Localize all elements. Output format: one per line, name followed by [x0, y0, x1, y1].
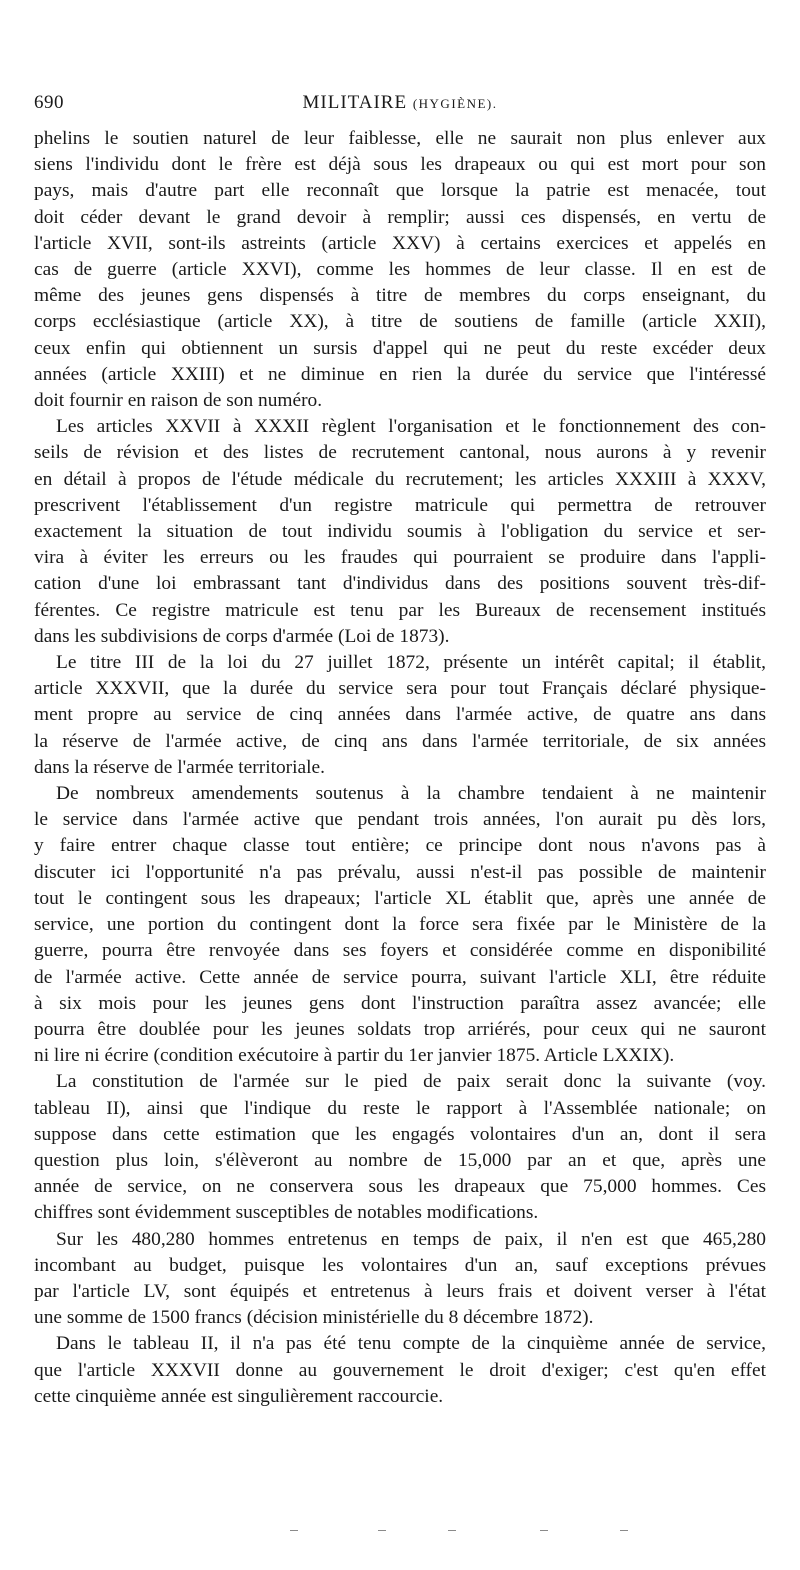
text-line: service, une portion du contingent dont la force sera fixée par le Ministère de la	[34, 914, 766, 936]
text-line: férentes. Ce registre matricule est tenu par les Bureaux de recensement institués	[34, 599, 766, 621]
text-line: Sur les 480,280 hommes entretenus en temps de paix, il n'en est que 465,280	[56, 1228, 766, 1250]
text-line: même des jeunes gens dispensés à titre de membres du corps enseignant, du	[34, 285, 766, 307]
text-line: pourra être doublée pour les jeunes soldats trop arriérés, pour ceux qui ne sauront	[34, 1018, 766, 1040]
paragraph	[34, 126, 766, 414]
paragraph	[34, 1331, 766, 1410]
page-number: 690	[34, 92, 64, 113]
text-line: La constitution de l'armée sur le pied de paix serait donc la suivante (voy.	[56, 1071, 766, 1093]
text-line: chiffres sont évidemment susceptibles de notables modifications.	[34, 1202, 539, 1224]
text-line: y faire entrer chaque classe tout entière; ce principe dont nous n'avons pas à	[34, 835, 766, 857]
text-line: vira à éviter les erreurs ou les fraudes qui pourraient se produire dans l'appli-	[34, 547, 766, 569]
running-title-main: MILITAIRE	[302, 92, 408, 113]
running-title	[34, 88, 766, 119]
text-line: guerre, pourra être renvoyée dans ses foyers et considérée comme en disponibilité	[34, 940, 766, 962]
text-line: corps ecclésiastique (article XX), à titre de soutiens de famille (article XXII),	[34, 311, 766, 333]
text-line: années (article XXIII) et ne diminue en rien la durée du service que l'intéressé	[34, 363, 766, 385]
text-line: siens l'individu dont le frère est déjà sous les drapeaux ou qui est mort pour son	[34, 154, 766, 176]
footer-marks	[0, 1530, 800, 1542]
text-line: à six mois pour les jeunes gens dont l'instruction paraîtra assez avancée; elle	[34, 992, 766, 1014]
text-line: le service dans l'armée active que pendant trois années, l'on aurait pu dès lors,	[34, 809, 766, 831]
text-line: de l'armée active. Cette année de service pourra, suivant l'article XLI, être réduite	[34, 966, 766, 988]
text-line: question plus loin, s'élèveront au nombre de 15,000 par an et que, après une	[34, 1149, 766, 1171]
text-line: que l'article XXXVII donne au gouvernement le droit d'exiger; c'est qu'en effet	[34, 1359, 766, 1381]
text-line: prescrivent l'établissement d'un registre matricule qui permettra de retrouver	[34, 494, 766, 516]
text-line: incombant au budget, puisque les volontaires d'un an, sauf exceptions prévues	[34, 1254, 766, 1276]
text-line: année de service, on ne conservera sous les drapeaux que 75,000 hommes. Ces	[34, 1176, 766, 1198]
text-line: Dans le tableau II, il n'a pas été tenu compte de la cinquième année de service,	[56, 1333, 766, 1355]
text-line: une somme de 1500 francs (décision ministérielle du 8 décembre 1872).	[34, 1307, 594, 1329]
text-line: la réserve de l'armée active, de cinq ans dans l'armée territoriale, de six années	[34, 730, 766, 752]
text-line: par l'article LV, sont équipés et entretenus à leurs frais et doivent verser à l'état	[34, 1280, 766, 1302]
text-line: Le titre III de la loi du 27 juillet 1872, présente un intérêt capital; il établit,	[56, 652, 766, 674]
text-line: Les articles XXVII à XXXII règlent l'organisation et le fonctionnement des con-	[56, 416, 766, 438]
text-line: phelins le soutien naturel de leur faiblesse, elle ne saurait non plus enlever aux	[34, 128, 766, 149]
running-title-sub: (HYGIÈNE).	[412, 96, 498, 111]
paragraph	[34, 1227, 766, 1332]
text-line: suppose dans cette estimation que les engagés volontaires d'un an, dont il sera	[34, 1123, 766, 1145]
text-line: l'article XVII, sont-ils astreints (article XXV) à certains exercices et appelés en	[34, 232, 766, 254]
text-line: tout le contingent sous les drapeaux; l'article XL établit que, après une année de	[34, 887, 766, 909]
text-line: dans les subdivisions de corps d'armée (Loi de 1873).	[34, 625, 450, 647]
text-line: article XXXVII, que la durée du service sera pour tout Français déclaré physique-	[34, 678, 766, 700]
paragraph	[34, 781, 766, 1069]
paragraph	[34, 1069, 766, 1226]
page-header	[34, 88, 766, 118]
paragraph	[34, 650, 766, 781]
text-line: discuter ici l'opportunité n'a pas prévalu, aussi n'est-il pas possible de maintenir	[34, 861, 766, 883]
text-line: exactement la situation de tout individu soumis à l'obligation du service et ser-	[34, 521, 766, 543]
paragraph	[34, 414, 766, 650]
text-line: De nombreux amendements soutenus à la chambre tendaient à ne maintenir	[56, 783, 766, 805]
text-line: seils de révision et des listes de recrutement cantonal, nous aurons à y revenir	[34, 442, 766, 464]
text-line: tableau II), ainsi que l'indique du reste le rapport à l'Assemblée nationale; on	[34, 1097, 766, 1119]
text-line: doit fournir en raison de son numéro.	[34, 390, 323, 412]
text-line: en détail à propos de l'étude médicale du recrutement; les articles XXXIII à XXXV,	[34, 468, 766, 490]
text-line: dans la réserve de l'armée territoriale.	[34, 756, 325, 778]
text-line: ment propre au service de cinq années dans l'armée active, de quatre ans dans	[34, 704, 766, 726]
text-line: cation d'une loi embrassant tant d'individus dans des positions souvent très-dif-	[34, 573, 766, 595]
body-text	[34, 126, 766, 1410]
text-line: ni lire ni écrire (condition exécutoire à partir du 1er janvier 1875. Article LXXIX).	[34, 1045, 675, 1067]
text-line: doit céder devant le grand devoir à remplir; aussi ces dispensés, en vertu de	[34, 206, 766, 228]
text-line: ceux enfin qui obtiennent un sursis d'appel qui ne peut du reste excéder deux	[34, 337, 766, 359]
text-line: cas de guerre (article XXVI), comme les hommes de leur classe. Il en est de	[34, 259, 766, 281]
text-line: cette cinquième année est singulièrement raccourcie.	[34, 1385, 444, 1407]
text-line: pays, mais d'autre part elle reconnaît que lorsque la patrie est menacée, tout	[34, 180, 766, 202]
